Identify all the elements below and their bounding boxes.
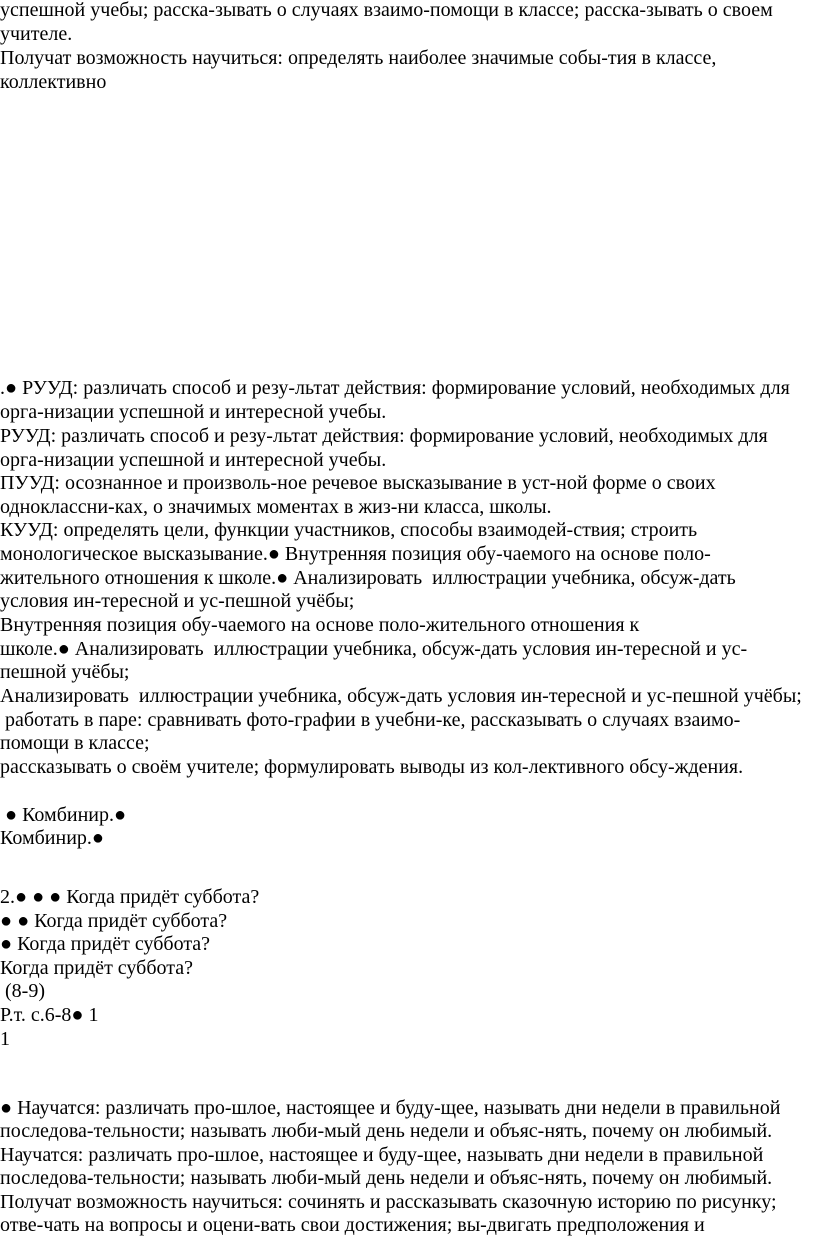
text-line: коллективно bbox=[0, 71, 107, 93]
text-line: Когда придёт суббота? bbox=[0, 957, 193, 979]
text-line: ● Научатся: различать про-шлое, настоящее и буду-щее, называть дни недели в правильной bbox=[0, 1097, 781, 1119]
text-line: пешной учёбы; bbox=[0, 661, 130, 683]
text-line: РУУД: различать способ и резу-льтат действия: формирование условий, необходимых для bbox=[0, 425, 768, 447]
text-line: отве-чать на вопросы и оцени-вать свои достижения; вы-двигать предположения и bbox=[0, 1214, 705, 1236]
text-line: орга-низации успешной и интересной учебы. bbox=[0, 401, 387, 423]
text-line: ПУУД: осознанное и произволь-ное речевое высказывание в уст-ной форме о своих bbox=[0, 472, 716, 494]
text-line: последова-тельности; называть люби-мый день недели и объяс-нять, почему он любимый. bbox=[0, 1167, 773, 1189]
text-line: (8-9) bbox=[0, 980, 45, 1002]
text-line: 2.● ● ● Когда придёт суббота? bbox=[0, 886, 260, 908]
text-line: Комбинир.● bbox=[0, 827, 104, 849]
text-line: успешной учебы; расска-зывать о случаях взаимо-помощи в классе; расска-зывать о своем bbox=[0, 0, 773, 21]
text-line: ● Комбинир.● bbox=[0, 804, 127, 826]
text-line: орга-низации успешной и интересной учебы. bbox=[0, 449, 387, 471]
text-line: учителе. bbox=[0, 23, 73, 45]
text-line: последова-тельности; называть люби-мый день недели и объяс-нять, почему он любимый. bbox=[0, 1120, 773, 1142]
text-line: КУУД: определять цели, функции участников, способы взаимодей-ствия; строить bbox=[0, 519, 698, 541]
text-line: рассказывать о своём учителе; формулировать выводы из кол-лективного обсу-ждения. bbox=[0, 756, 744, 778]
text-line: жительного отношения к школе.● Анализировать иллюстрации учебника, обсуж-дать bbox=[0, 567, 736, 589]
text-line: условия ин-тересной и ус-пешной учёбы; bbox=[0, 590, 355, 612]
text-line: работать в паре: сравнивать фото-графии в учебни-ке, рассказывать о случаях взаимо- bbox=[0, 709, 741, 731]
text-line: школе.● Анализировать иллюстрации учебника, обсуж-дать условия ин-тересной и ус- bbox=[0, 638, 748, 660]
text-line: одноклассни-ках, о значимых моментах в жиз-ни класса, школы. bbox=[0, 496, 552, 518]
text-line: Анализировать иллюстрации учебника, обсуж-дать условия ин-тересной и ус-пешной учёбы; bbox=[0, 685, 802, 707]
text-line: ● Когда придёт суббота? bbox=[0, 933, 211, 955]
text-line: Р.т. с.6-8● 1 bbox=[0, 1004, 99, 1026]
text-line: Получат возможность научиться: сочинять и рассказывать сказочную историю по рисунку; bbox=[0, 1191, 777, 1213]
text-line: Научатся: различать про-шлое, настоящее и буду-щее, называть дни недели в правильной bbox=[0, 1144, 764, 1166]
text-line: Получат возможность научиться: определять наиболее значимые собы-тия в классе, bbox=[0, 47, 717, 69]
text-line: ● ● Когда придёт суббота? bbox=[0, 910, 228, 932]
text-line: монологическое высказывание.● Внутренняя позиция обу-чаемого на основе поло- bbox=[0, 543, 711, 565]
text-line: Внутренняя позиция обу-чаемого на основе поло-жительного отношения к bbox=[0, 614, 640, 636]
text-line: помощи в классе; bbox=[0, 732, 150, 754]
text-line: 1 bbox=[0, 1028, 10, 1050]
text-line: .● РУУД: различать способ и резу-льтат действия: формирование условий, необходимых для bbox=[0, 377, 790, 399]
